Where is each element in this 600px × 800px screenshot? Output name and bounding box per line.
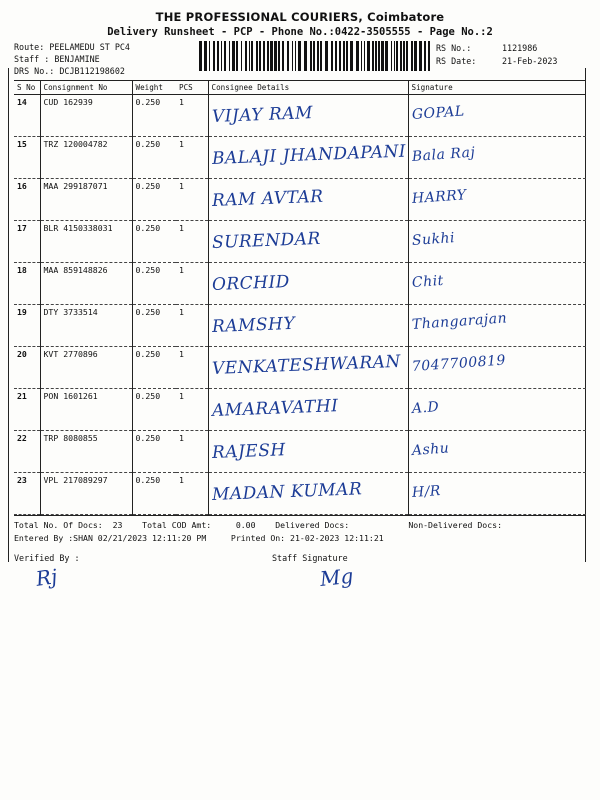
cell-consignee-handwriting: BALAJI JHANDAPANI (211, 141, 406, 169)
cell-consignee-handwriting: MADAN KUMAR (211, 478, 363, 505)
cell-consignee-handwriting: RAM AVTAR (211, 186, 324, 211)
col-header-weight: Weight (132, 81, 176, 95)
rs-no-value: 1121986 (502, 43, 538, 53)
cell-pcs: 1 (179, 474, 184, 485)
verified-by-signature: Rj (34, 563, 59, 591)
cell-pcs: 1 (179, 96, 184, 107)
cell-weight: 0.250 (135, 306, 161, 317)
runsheet-table (14, 81, 586, 515)
cell-weight: 0.250 (135, 138, 161, 149)
cell-signature-handwriting: A.D (410, 398, 440, 417)
cell-consignment-no: TRP 8080855 (43, 432, 98, 443)
cell-signature-handwriting: Chit (410, 272, 444, 291)
cell-pcs: 1 (179, 348, 184, 359)
rs-date-row (436, 55, 586, 68)
cell-consignment-no: BLR 4150338031 (43, 222, 113, 233)
cell-consignee-handwriting: ORCHID (211, 271, 290, 295)
cell-weight: 0.250 (135, 222, 161, 233)
staff-line: Staff : BENJAMINE (14, 54, 100, 65)
company-title: THE PROFESSIONAL COURIERS, Coimbatore (155, 10, 445, 24)
table-row (14, 430, 586, 472)
staff-signature-cell (272, 553, 586, 591)
table-row (14, 178, 586, 220)
cell-sno: 22 (17, 432, 27, 443)
cell-consignment-no: CUD 162939 (43, 96, 93, 107)
cell-consignee-handwriting: VIJAY RAM (211, 102, 313, 127)
barcode-container (194, 40, 436, 71)
cell-pcs: 1 (179, 138, 184, 149)
header-meta (14, 40, 586, 81)
table-row (14, 136, 586, 178)
table-row (14, 472, 586, 514)
cell-weight: 0.250 (135, 432, 161, 443)
table-row (14, 304, 586, 346)
table-body (14, 94, 586, 514)
cell-sno: 17 (17, 222, 27, 233)
cell-consignment-no: MAA 299187071 (43, 180, 108, 191)
cell-pcs: 1 (179, 180, 184, 191)
cell-signature-handwriting: Thangarajan (410, 309, 508, 333)
barcode-rs-number (199, 41, 432, 71)
cell-weight: 0.250 (135, 264, 161, 275)
cell-weight: 0.250 (135, 390, 161, 401)
cell-consignment-no: MAA 859148826 (43, 264, 108, 275)
totals-block (14, 515, 586, 545)
cell-signature-handwriting: HARRY (410, 186, 467, 207)
header-meta-left (14, 40, 194, 78)
cell-sno: 21 (17, 390, 27, 401)
runsheet-sheet (8, 4, 592, 591)
table-row (14, 346, 586, 388)
cell-sno: 23 (17, 474, 27, 485)
cell-signature-handwriting: Bala Raj (410, 144, 476, 165)
col-header-consignee: Consignee Details (208, 81, 408, 95)
cell-weight: 0.250 (135, 180, 161, 191)
cell-consignee-handwriting: AMARAVATHI (211, 395, 339, 421)
cell-consignment-no: KVT 2770896 (43, 348, 98, 359)
document-subtitle: Delivery Runsheet - PCP - Phone No.:0422-3505555 - Page No.:2 (107, 26, 493, 38)
cell-weight: 0.250 (135, 348, 161, 359)
table-row (14, 94, 586, 136)
cell-sno: 19 (17, 306, 27, 317)
cell-pcs: 1 (179, 222, 184, 233)
route-line: Route: PEELAMEDU ST PC4 (14, 42, 130, 52)
table-row (14, 388, 586, 430)
cell-consignment-no: TRZ 120004782 (43, 138, 108, 149)
table-row (14, 262, 586, 304)
cell-weight: 0.250 (135, 474, 161, 485)
col-header-signature: Signature (408, 81, 586, 95)
rs-date-value: 21-Feb-2023 (502, 55, 558, 66)
cell-sno: 14 (17, 96, 27, 107)
col-header-consignment: Consignment No (40, 81, 132, 95)
cell-sno: 18 (17, 264, 27, 275)
rs-no-label: RS No.: (436, 43, 472, 53)
cell-signature-handwriting: H/R (410, 482, 441, 501)
cell-pcs: 1 (179, 306, 184, 317)
header-meta-right (436, 40, 586, 67)
cell-sno: 15 (17, 138, 27, 149)
cell-weight: 0.250 (135, 96, 161, 107)
staff-signature-label: Staff Signature (272, 552, 348, 563)
cell-pcs: 1 (179, 264, 184, 275)
verified-by-label: Verified By : (14, 552, 80, 563)
signature-block (14, 553, 586, 591)
table-header-row (14, 81, 586, 95)
col-header-pcs: PCS (176, 81, 208, 95)
cell-consignee-handwriting: RAMSHY (211, 313, 296, 337)
staff-signature-ink: Mg (318, 563, 355, 591)
cell-consignee-handwriting: RAJESH (211, 439, 286, 463)
cell-signature-handwriting: Sukhi (410, 229, 456, 249)
col-header-sno: S No (14, 81, 40, 95)
cell-pcs: 1 (179, 432, 184, 443)
cell-signature-handwriting: 7047700819 (410, 352, 506, 375)
verified-by-cell (14, 553, 272, 591)
totals-line-1: Total No. Of Docs: 23 Total COD Amt: 0.00 Delivered Docs: Non-Delivered Docs: (14, 519, 502, 530)
cell-signature-handwriting: GOPAL (410, 102, 465, 123)
drs-line: DRS No.: DCJB112198602 (14, 66, 125, 77)
cell-signature-handwriting: Ashu (410, 439, 450, 459)
cell-consignment-no: VPL 217089297 (43, 474, 108, 485)
rs-no-row (436, 42, 586, 55)
cell-pcs: 1 (179, 390, 184, 401)
cell-consignment-no: DTY 3733514 (43, 306, 98, 317)
table-row (14, 220, 586, 262)
cell-sno: 16 (17, 180, 27, 191)
rs-date-label: RS Date: (436, 55, 477, 66)
cell-consignee-handwriting: VENKATESHWARAN (211, 351, 401, 379)
cell-consignee-handwriting: SURENDAR (211, 228, 321, 253)
cell-consignment-no: PON 1601261 (43, 390, 98, 401)
totals-line-2: Entered By :SHAN 02/21/2023 12:11:20 PM Printed On: 21-02-2023 12:11:21 (14, 532, 384, 543)
cell-sno: 20 (17, 348, 27, 359)
